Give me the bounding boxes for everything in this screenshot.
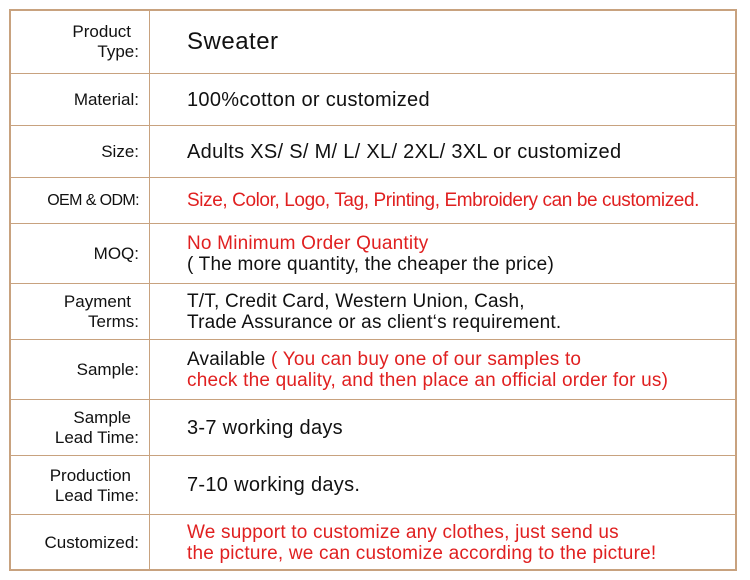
row-label: [11, 178, 150, 224]
sample-available: Available: [187, 349, 266, 370]
sample-line-2: check the quality, and then place an official order for us): [187, 370, 669, 391]
row-value: [150, 340, 735, 400]
row-label: [11, 11, 150, 73]
row-label-line: MOQ:: [93, 244, 139, 263]
table-row: [11, 73, 735, 126]
row-label-line: Sample: [73, 408, 131, 427]
customized-line-2: the picture, we can customize according to the picture!: [187, 542, 657, 564]
row-label-line: OEM & ODM:: [47, 192, 139, 209]
table-row: [11, 177, 735, 224]
table-row: [11, 223, 735, 284]
table-row: [11, 283, 735, 340]
production-lead-time-value: 7-10 working days.: [187, 474, 361, 496]
row-value: [150, 456, 735, 515]
row-label: [11, 126, 150, 178]
table-row: [11, 455, 735, 515]
customized-line-1: We support to customize any clothes, just send us: [187, 521, 619, 543]
row-value: [150, 224, 735, 284]
row-label-line: Customized:: [44, 532, 139, 552]
moq-line-1: No Minimum Order Quantity: [187, 233, 429, 254]
row-value: [150, 284, 735, 340]
row-label-line: Payment: [63, 292, 131, 311]
row-label: [11, 224, 150, 284]
sample-note: ( You can buy one of our samples to: [265, 349, 582, 370]
row-label-line: Lead Time:: [54, 428, 139, 447]
material-value: 100%cotton or customized: [187, 88, 430, 111]
table-row: [11, 339, 735, 400]
moq-line-2: ( The more quantity, the cheaper the price): [187, 254, 554, 275]
row-label-line: Size:: [101, 142, 139, 161]
table-row: [11, 125, 735, 178]
row-label-line: Lead Time:: [54, 485, 139, 505]
product-type-value: Sweater: [187, 28, 279, 55]
row-label: [11, 515, 150, 570]
payment-line-1: T/T, Credit Card, Western Union, Cash,: [187, 291, 525, 312]
spec-table: [9, 9, 737, 571]
oem-odm-value: Size, Color, Logo, Tag, Printing, Embroidery can be customized.: [187, 190, 700, 211]
row-value: [150, 515, 735, 570]
table-row: [11, 399, 735, 456]
table-row: [11, 514, 735, 570]
row-label: [11, 340, 150, 400]
row-value: [150, 126, 735, 178]
sample-lead-time-value: 3-7 working days: [187, 416, 343, 439]
row-label-line: Production: [49, 465, 131, 485]
size-value: Adults XS/ S/ M/ L/ XL/ 2XL/ 3XL or customized: [187, 140, 622, 163]
row-label-line: Material:: [73, 90, 139, 109]
row-label: [11, 284, 150, 340]
table-row: [11, 11, 735, 73]
row-label-line: Sample:: [76, 360, 139, 379]
payment-line-2: Trade Assurance or as client‘s requirement.: [187, 312, 562, 333]
row-value: [150, 178, 735, 224]
row-label-line: Type:: [97, 42, 139, 61]
row-label: [11, 400, 150, 456]
row-value: [150, 74, 735, 126]
row-label-line: Product: [72, 22, 131, 41]
row-label-line: Terms:: [88, 312, 139, 331]
row-value: [150, 400, 735, 456]
row-label: [11, 74, 150, 126]
sample-line-1: [187, 349, 735, 370]
row-value: [150, 11, 735, 73]
row-label: [11, 456, 150, 515]
